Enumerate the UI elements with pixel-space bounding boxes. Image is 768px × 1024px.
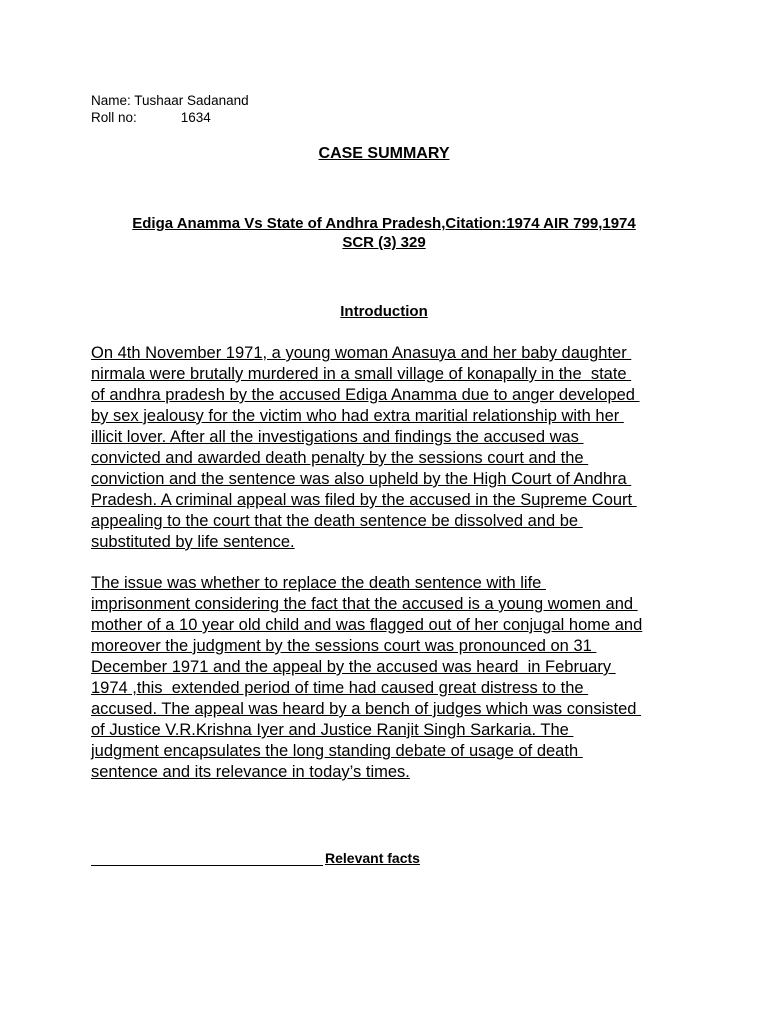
case-title (100, 214, 668, 252)
introduction-heading: Introduction (340, 303, 428, 320)
paragraph-line: accused. The appeal was heard by a bench of judges which was consisted (91, 700, 642, 718)
paragraph-line: of andhra pradesh by the accused Ediga Anamma due to anger developed (91, 386, 640, 404)
paragraph-line: 1974 ,this extended period of time had caused great distress to the (91, 679, 589, 697)
student-details (91, 92, 249, 126)
paragraph-line: mother of a 10 year old child and was flagged out of her conjugal home and (91, 616, 643, 634)
paragraph-line: conviction and the sentence was also upheld by the High Court of Andhra (91, 470, 632, 488)
paragraph-line: convicted and awarded death penalty by the sessions court and the (91, 449, 589, 467)
roll-label: Roll no: (91, 110, 137, 125)
name-line: Name: Tushaar Sadanand (91, 93, 249, 108)
underline-rule (91, 865, 323, 866)
paragraph-line: imprisonment considering the fact that the accused is a young women and (91, 595, 638, 613)
paragraph-line: of Justice V.R.Krishna Iyer and Justice Ranjit Singh Sarkaria. The (91, 721, 574, 739)
introduction-paragraph-2 (91, 573, 691, 783)
paragraph-line: illicit lover. After all the investigations and findings the accused was (91, 428, 584, 446)
paragraph-line: appealing to the court that the death sentence be dissolved and be (91, 512, 583, 530)
paragraph-line: December 1971 and the appeal by the accused was heard in February (91, 658, 616, 676)
case-title-line-1: Ediga Anamma Vs State of Andhra Pradesh,Citation:1974 AIR 799,1974 (132, 215, 636, 232)
relevant-facts-heading: Relevant facts (325, 850, 420, 866)
paragraph-line: by sex jealousy for the victim who had extra maritial relationship with her (91, 407, 624, 425)
paragraph-line: The issue was whether to replace the death sentence with life (91, 574, 546, 592)
paragraph-line: moreover the judgment by the sessions court was pronounced on 31 (91, 637, 597, 655)
paragraph-line: judgment encapsulates the long standing debate of usage of death (91, 742, 583, 760)
paragraph-line: Pradesh. A criminal appeal was filed by the accused in the Supreme Court (91, 491, 637, 509)
roll-line (91, 109, 249, 126)
paragraph-line: On 4th November 1971, a young woman Anasuya and her baby daughter (91, 344, 632, 362)
document-title: CASE SUMMARY (318, 145, 450, 162)
paragraph-line: sentence and its relevance in today’s times. (91, 763, 410, 781)
relevant-facts-heading-row (91, 850, 431, 868)
paragraph-line: nirmala were brutally murdered in a small village of konapally in the state (91, 365, 632, 383)
introduction-paragraph-1 (91, 343, 691, 553)
roll-value: 1634 (180, 110, 211, 125)
case-title-line-2: SCR (3) 329 (342, 234, 426, 251)
paragraph-line: substituted by life sentence. (91, 533, 295, 551)
